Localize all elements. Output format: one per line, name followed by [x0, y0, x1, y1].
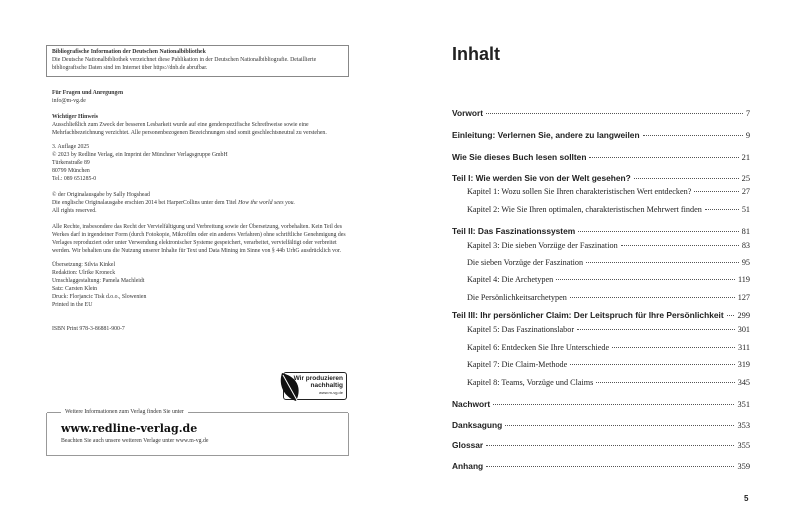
- toc-entry-page: 27: [741, 187, 750, 196]
- dot-leader: [486, 466, 734, 467]
- badge-url: www.m-vg.de: [318, 390, 343, 395]
- toc-entry[interactable]: [452, 226, 750, 236]
- imprint-text: [52, 89, 352, 333]
- city: 80799 München: [52, 168, 90, 174]
- dot-leader: [694, 191, 738, 192]
- bib-text: Die Deutsche Nationalbibliothek verzeichnet diese Publikation in der Deutschen Nationalbibliografie. Detaillierte bibliografische Daten sind im Internet über https://dnb.de abrufbar.: [52, 57, 317, 71]
- website-link[interactable]: www.redline-verlag.de: [61, 422, 198, 435]
- toc-entry[interactable]: [452, 130, 750, 140]
- toc-entry[interactable]: [467, 258, 750, 267]
- toc-entry-label: Teil III: Ihr persönlicher Claim: Der Leitspruch für Ihre Persönlichkeit: [452, 310, 724, 320]
- toc-entry[interactable]: [467, 275, 750, 284]
- orig-copyright: © der Originalausgabe by Sally Hogshead: [52, 192, 150, 198]
- toc-entry-label: Die sieben Vorzüge der Faszination: [467, 258, 584, 267]
- toc-entry[interactable]: [452, 440, 750, 450]
- toc-entry[interactable]: [452, 461, 750, 471]
- toc-entry[interactable]: [452, 310, 750, 320]
- toc-entry-page: 25: [741, 174, 750, 183]
- toc-entry-page: 299: [737, 311, 750, 320]
- page-number: 5: [744, 494, 749, 503]
- toc-entry-page: 301: [737, 325, 750, 334]
- dot-leader: [705, 209, 739, 210]
- credit-line: Redaktion: Ulrike Kroneck: [52, 270, 116, 276]
- bibliographic-info-box: [46, 45, 349, 77]
- toc-entry-page: 359: [737, 462, 750, 471]
- credit-line: Printed in the EU: [52, 302, 93, 308]
- dot-leader: [556, 279, 735, 280]
- toc-entry-label: Die Persönlichkeitsarchetypen: [467, 293, 567, 302]
- dot-leader: [505, 425, 734, 426]
- toc-entry-page: 351: [737, 400, 750, 409]
- credit-line: Umschlaggestaltung: Pamela Machleidt: [52, 278, 145, 284]
- dot-leader: [643, 135, 743, 136]
- toc-entry-page: 81: [741, 227, 750, 236]
- toc-entry-page: 319: [737, 360, 750, 369]
- toc-entry[interactable]: [467, 378, 750, 387]
- toc-entry-label: Kapitel 7: Die Claim-Methode: [467, 360, 568, 369]
- dot-leader: [486, 445, 734, 446]
- toc-entry[interactable]: [452, 173, 750, 183]
- credit-line: Druck: Florjancic Tisk d.o.o., Slowenien: [52, 294, 147, 300]
- orig-text: Die englische Originalausgabe erschien 2014 bei HarperCollins unter dem Titel: [52, 200, 239, 206]
- toc-entry[interactable]: [467, 325, 750, 334]
- toc-entry-label: Teil I: Wie werden Sie von der Welt gesehen?: [452, 173, 631, 183]
- publisher-info-box: [46, 409, 349, 456]
- questions-title: Für Fragen und Anregungen: [52, 90, 124, 96]
- toc-entry-label: Kapitel 2: Wie Sie Ihren optimalen, charakteristischen Mehrwert finden: [467, 205, 702, 214]
- toc-entry-label: Wie Sie dieses Buch lesen sollten: [452, 152, 587, 162]
- toc-entry-page: 51: [741, 205, 750, 214]
- credit-line: Übersetzung: Silvia Kinkel: [52, 262, 116, 268]
- toc-entry-page: 95: [741, 258, 750, 267]
- edition: 3. Auflage 2025: [52, 144, 90, 150]
- toc-entry[interactable]: [452, 399, 750, 409]
- orig-title: How the world sees you.: [238, 200, 295, 206]
- dot-leader: [621, 245, 739, 246]
- dot-leader: [589, 157, 738, 158]
- street: Türkenstraße 89: [52, 160, 90, 166]
- dot-leader: [578, 231, 738, 232]
- credits: [52, 261, 352, 309]
- leaf-icon: [278, 371, 304, 403]
- toc-entry-page: 127: [737, 293, 750, 302]
- toc-entry[interactable]: [467, 293, 750, 302]
- toc-entry[interactable]: [452, 420, 750, 430]
- toc-entry-label: Glossar: [452, 440, 484, 450]
- toc-entry-label: Danksagung: [452, 420, 503, 430]
- dot-leader: [586, 262, 739, 263]
- toc-title: Inhalt: [452, 44, 500, 64]
- dot-leader: [486, 113, 743, 114]
- credit-line: Satz: Carsten Klein: [52, 286, 98, 292]
- dot-leader: [577, 329, 735, 330]
- legal-text: Alle Rechte, insbesondere das Recht der Vervielfältigung und Verbreitung sowie der Übersetzung, vorbehalten. Kein Teil des Werkes darf in irgendeiner Form (durch Fotokopie, Mikrofilm oder ein anderes Verfahren) ohne schriftliche Genehmigung des Verlages reproduziert oder unter Verwendung elektronischer Systeme gespeichert, verarbeitet, vervielfältigt oder verbreitet werden. Wir behalten uns die Nutzung unserer Inhalte für Text und Data Mining im Sinne von § 44b UrhG ausdrücklich vor.: [52, 224, 346, 254]
- toc-entry-page: 345: [737, 378, 750, 387]
- toc-entry-page: 83: [741, 241, 750, 250]
- toc-entry-label: Vorwort: [452, 108, 484, 118]
- more-info: Weitere Informationen zum Verlag finden Sie unter: [65, 409, 184, 415]
- toc-entry-page: 119: [738, 275, 750, 284]
- email[interactable]: info@m-vg.de: [52, 98, 86, 104]
- toc-entry[interactable]: [467, 187, 750, 196]
- toc-entry-label: Anhang: [452, 461, 484, 471]
- dot-leader: [570, 297, 735, 298]
- sustainability-badge: [283, 372, 347, 400]
- toc-entry[interactable]: [467, 360, 750, 369]
- toc-entry-label: Teil II: Das Faszinationssystem: [452, 226, 576, 236]
- notice-title: Wichtiger Hinweis: [52, 114, 98, 120]
- toc-entry-label: Kapitel 8: Teams, Vorzüge und Claims: [467, 378, 594, 387]
- bib-title: Bibliografische Information der Deutschen Nationalbibliothek: [52, 49, 206, 55]
- toc-entry-label: Kapitel 3: Die sieben Vorzüge der Faszination: [467, 241, 618, 250]
- toc-entry-label: Nachwort: [452, 399, 491, 409]
- dot-leader: [493, 404, 734, 405]
- copyright: © 2023 by Redline Verlag, ein Imprint der Münchner Verlagsgruppe GmbH: [52, 152, 228, 158]
- toc-entry-label: Kapitel 1: Wozu sollen Sie Ihren charakteristischen Wert entdecken?: [467, 187, 692, 196]
- dot-leader: [612, 347, 735, 348]
- toc-entry[interactable]: [452, 152, 750, 162]
- toc-entry[interactable]: [452, 108, 750, 118]
- toc-entry-label: Einleitung: Verlernen Sie, andere zu langweilen: [452, 130, 640, 140]
- dot-leader: [634, 178, 739, 179]
- toc-entry-label: Kapitel 6: Entdecken Sie Ihre Unterschiede: [467, 343, 610, 352]
- dot-leader: [727, 315, 735, 316]
- toc-entry-label: Kapitel 4: Die Archetypen: [467, 275, 554, 284]
- toc-entry-page: 9: [745, 131, 750, 140]
- badge-line2: nachhaltig: [310, 382, 343, 389]
- orig-line: [52, 199, 352, 207]
- rights: All rights reserved.: [52, 208, 97, 214]
- toc-entry-page: 311: [738, 343, 750, 352]
- other-publishers: Beachten Sie auch unsere weiteren Verlage unter www.m-vg.de: [61, 438, 209, 444]
- toc-entry-page: 353: [737, 421, 750, 430]
- toc-entry-page: 21: [741, 153, 750, 162]
- notice-text: Ausschließlich zum Zweck der besseren Lesbarkeit wurde auf eine genderspezifische Schreibweise sowie eine Mehrfachbezeichnung verzichtet. Alle personenbezogenen Bezeichnungen sind somit geschlechtsneutral zu verstehen.: [52, 122, 327, 136]
- toc-entry-label: Kapitel 5: Das Faszinationslabor: [467, 325, 575, 334]
- dot-leader: [570, 364, 734, 365]
- isbn: ISBN Print 978-3-86881-900-7: [52, 326, 125, 332]
- dot-leader: [596, 382, 734, 383]
- toc-entry-page: 7: [745, 109, 750, 118]
- toc-entry[interactable]: [467, 241, 750, 250]
- toc-entry[interactable]: [467, 205, 750, 214]
- tel: Tel.: 089 651285-0: [52, 176, 97, 182]
- toc-entry-page: 355: [737, 441, 750, 450]
- toc-entry[interactable]: [467, 343, 750, 352]
- badge-line1: Wir produzieren: [293, 375, 343, 382]
